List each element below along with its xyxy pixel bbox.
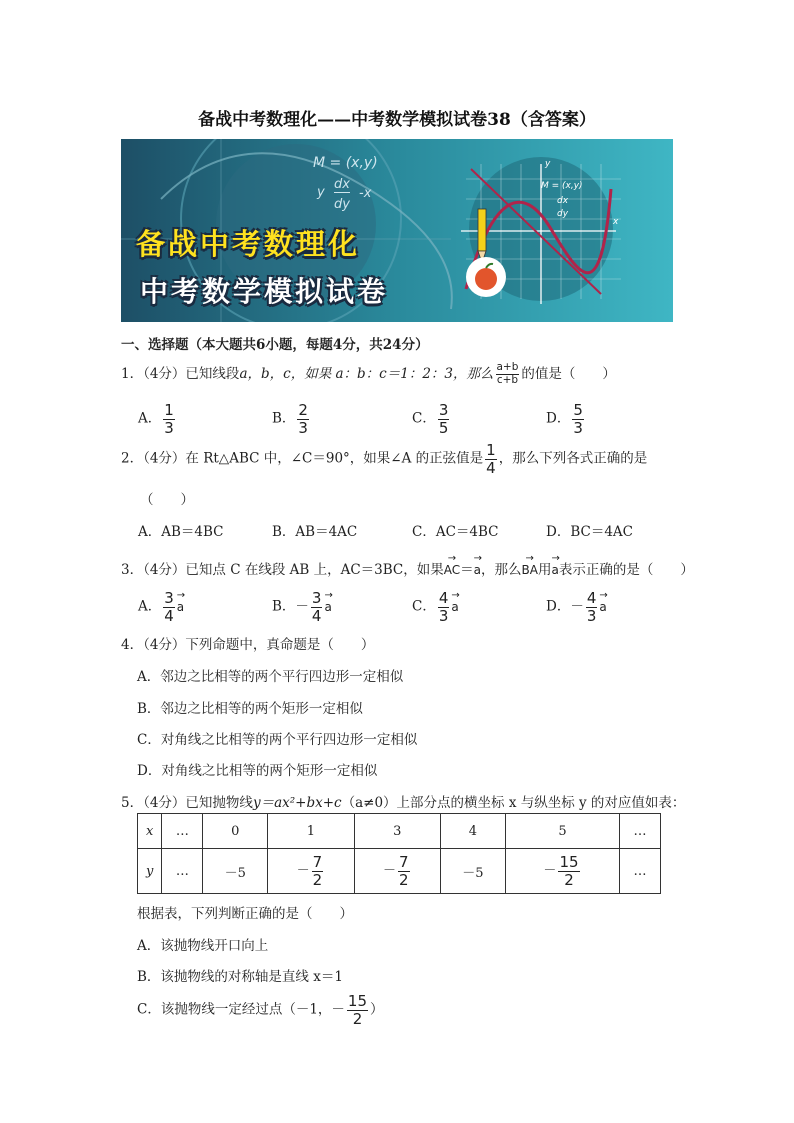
banner-axis-x: x: [613, 217, 619, 227]
q1-prefix: 1．（4分）已知线段: [121, 366, 240, 382]
table-cell: …: [620, 814, 661, 849]
page-title: 备战中考数理化——中考数学模拟试卷38（含答案）: [198, 110, 596, 130]
frac-denominator: 3: [438, 606, 449, 625]
table-cell-fraction: [505, 849, 619, 894]
frac-numerator: 1: [486, 441, 496, 459]
frac-denominator: 4: [164, 606, 174, 625]
banner-formula-negx: -x: [359, 186, 372, 201]
table-cell: －5: [440, 849, 505, 894]
q5-option-c[interactable]: [137, 993, 384, 1027]
q3-option-d[interactable]: [546, 590, 607, 624]
table-cell: x: [138, 814, 162, 849]
q5-formula: y＝ax²+bx+c: [252, 795, 342, 811]
q3-vector-a-2: → a: [551, 563, 558, 577]
banner-small-formula-m: M = (x,y): [541, 181, 583, 191]
q3-equals: ＝: [460, 562, 474, 578]
frac-numerator: 4: [586, 589, 597, 607]
q2-text-1: 2．（4分）在 Rt△ABC 中，∠C＝90°，如果∠A 的正弦值是: [121, 450, 484, 467]
table-cell: 5: [505, 814, 619, 849]
option-text: C．该抛物线一定经过点（－1，: [137, 1001, 332, 1018]
question-3: [121, 558, 694, 578]
table-row-x: [138, 814, 661, 849]
option-label: A．: [138, 598, 162, 615]
option-vector-a: → a: [177, 600, 184, 614]
frac-denominator: 3: [586, 606, 597, 625]
q1-option-d[interactable]: [546, 402, 586, 436]
frac-denominator: 2: [564, 870, 574, 889]
option-label: A．: [138, 410, 162, 427]
q1-frac-numerator: a+b: [496, 361, 519, 374]
table-cell: 4: [440, 814, 505, 849]
banner-formula-dy: dy: [334, 197, 350, 212]
q1-option-c[interactable]: [412, 402, 451, 436]
cell-sign: －: [296, 863, 310, 879]
table-cell: …: [620, 849, 661, 894]
option-label: B．: [272, 598, 296, 615]
q1-vars: a，b，c，如果 a：b：c＝1：2：3，那么: [239, 366, 494, 382]
option-text-end: ）: [370, 1001, 384, 1018]
option-sign: －: [295, 598, 309, 615]
banner-subheadline: 中考数学模拟试卷: [140, 275, 389, 308]
frac-numerator: 1: [164, 401, 174, 419]
q2-option-d[interactable]: D．BC＝4AC: [546, 524, 633, 540]
q3-vector-ac: → AC: [444, 563, 460, 577]
option-sign: －: [331, 1001, 345, 1018]
option-sign: －: [570, 598, 584, 615]
q4-option-a[interactable]: A．邻边之比相等的两个平行四边形一定相似: [137, 669, 404, 685]
frac-numerator: 15: [347, 992, 368, 1010]
q4-option-b[interactable]: B．邻边之比相等的两个矩形一定相似: [137, 701, 363, 717]
q3-text-1: 3．（4分）已知点 C 在线段 AB 上，AC＝3BC，如果: [121, 562, 444, 578]
cell-fraction: [398, 854, 410, 888]
question-5: [121, 791, 685, 811]
cell-fraction: [312, 854, 324, 888]
table-cell: 1: [268, 814, 354, 849]
table-cell-fraction: [354, 849, 440, 894]
frac-denominator: 4: [486, 458, 496, 477]
frac-numerator: 7: [398, 853, 409, 871]
frac-denominator: 2: [352, 1009, 363, 1028]
section-heading: 一、选择题（本大题共6小题，每题4分，共24分）: [121, 337, 429, 353]
option-label: C．: [412, 410, 436, 427]
q2-option-a[interactable]: A．AB＝4BC: [138, 524, 224, 540]
option-label: D．: [546, 410, 571, 427]
option-fraction: [572, 402, 584, 436]
option-fraction: [347, 993, 368, 1027]
q1-fraction: [496, 362, 520, 386]
frac-numerator: 5: [573, 401, 583, 419]
cell-sign: －: [543, 863, 557, 879]
q3-text-3: 表示正确的是（ ）: [558, 562, 694, 578]
option-fraction: [438, 402, 450, 436]
frac-numerator: 3: [311, 589, 322, 607]
q3-text-2: ，那么: [481, 562, 522, 578]
q3-vector-a: → a: [474, 563, 481, 577]
question-1: [121, 362, 616, 387]
value-table: [137, 813, 661, 894]
table-cell: …: [162, 849, 203, 894]
option-label: B．: [272, 410, 296, 427]
q1-suffix: 的值是（ ）: [521, 366, 616, 382]
option-label: D．: [546, 598, 571, 615]
q3-option-c[interactable]: [412, 590, 459, 624]
table-cell: 3: [354, 814, 440, 849]
q2-option-b[interactable]: B．AB＝4AC: [272, 524, 358, 540]
q5-text-1: 5．（4分）已知抛物线: [121, 795, 253, 811]
q3-option-a[interactable]: [138, 590, 184, 624]
q3-use: 用: [537, 562, 552, 578]
frac-denominator: 3: [298, 418, 308, 437]
frac-numerator: 7: [312, 853, 323, 871]
q4-option-d[interactable]: D．对角线之比相等的两个矩形一定相似: [137, 763, 378, 779]
q3-vector-ba: → BA: [522, 563, 538, 577]
banner-small-formula-dy: dy: [557, 209, 569, 219]
banner-headline: 备战中考数理化: [136, 227, 361, 261]
option-vector-a: → a: [324, 600, 331, 614]
q2-answer-paren: （ ）: [140, 492, 194, 508]
table-row-y: [138, 849, 661, 894]
frac-numerator: 3: [438, 401, 449, 419]
q2-option-c[interactable]: C．AC＝4BC: [412, 524, 499, 540]
cell-sign: －: [382, 863, 396, 879]
table-cell: y: [138, 849, 162, 894]
frac-numerator: 2: [298, 401, 308, 419]
table-cell: …: [162, 814, 203, 849]
banner-axis-y: y: [545, 159, 551, 169]
cell-fraction: [558, 854, 579, 888]
q1-option-a[interactable]: [138, 402, 177, 436]
frac-denominator: 3: [164, 418, 174, 437]
q2-text-2: ，那么下列各式正确的是: [498, 450, 648, 467]
q4-option-c[interactable]: C．对角线之比相等的两个平行四边形一定相似: [137, 732, 418, 748]
question-4: 4．（4分）下列命题中，真命题是（ ）: [121, 637, 375, 653]
frac-numerator: 3: [164, 589, 174, 607]
option-vector-a: → a: [451, 600, 458, 614]
frac-denominator: 4: [311, 606, 322, 625]
banner-small-formula-dx: dx: [557, 196, 569, 206]
q5-option-a[interactable]: A．该抛物线开口向上: [137, 938, 269, 954]
q5-option-b[interactable]: B．该抛物线的对称轴是直线 x＝1: [137, 969, 343, 985]
q5-text-2: （a≠0）上部分点的横坐标 x 与纵坐标 y 的对应值如表：: [341, 795, 686, 811]
q5-prompt: 根据表，下列判断正确的是（ ）: [137, 906, 353, 922]
option-vector-a: → a: [599, 600, 606, 614]
q1-frac-denominator: c+b: [496, 374, 519, 386]
banner-formula-dx: dx: [334, 177, 350, 192]
option-fraction: [297, 402, 309, 436]
frac-denominator: 5: [438, 418, 449, 437]
frac-denominator: 2: [312, 870, 323, 889]
option-fraction: [438, 590, 450, 624]
frac-numerator: 4: [438, 589, 449, 607]
q3-option-b[interactable]: [272, 590, 332, 624]
frac-denominator: 2: [398, 870, 409, 889]
question-2: [121, 442, 647, 476]
option-fraction: [586, 590, 598, 624]
frac-denominator: 3: [573, 418, 583, 437]
frac-numerator: 15: [559, 853, 579, 871]
option-label: C．: [412, 598, 436, 615]
table-cell: 0: [203, 814, 268, 849]
option-fraction: [163, 590, 175, 624]
banner-formula-m: M = (x,y): [313, 155, 378, 171]
banner-formula-y: y: [317, 185, 325, 200]
option-fraction: [311, 590, 323, 624]
q2-fraction: [485, 442, 497, 476]
table-cell: －5: [203, 849, 268, 894]
option-fraction: [163, 402, 175, 436]
q1-option-b[interactable]: [272, 402, 311, 436]
table-cell-fraction: [268, 849, 354, 894]
